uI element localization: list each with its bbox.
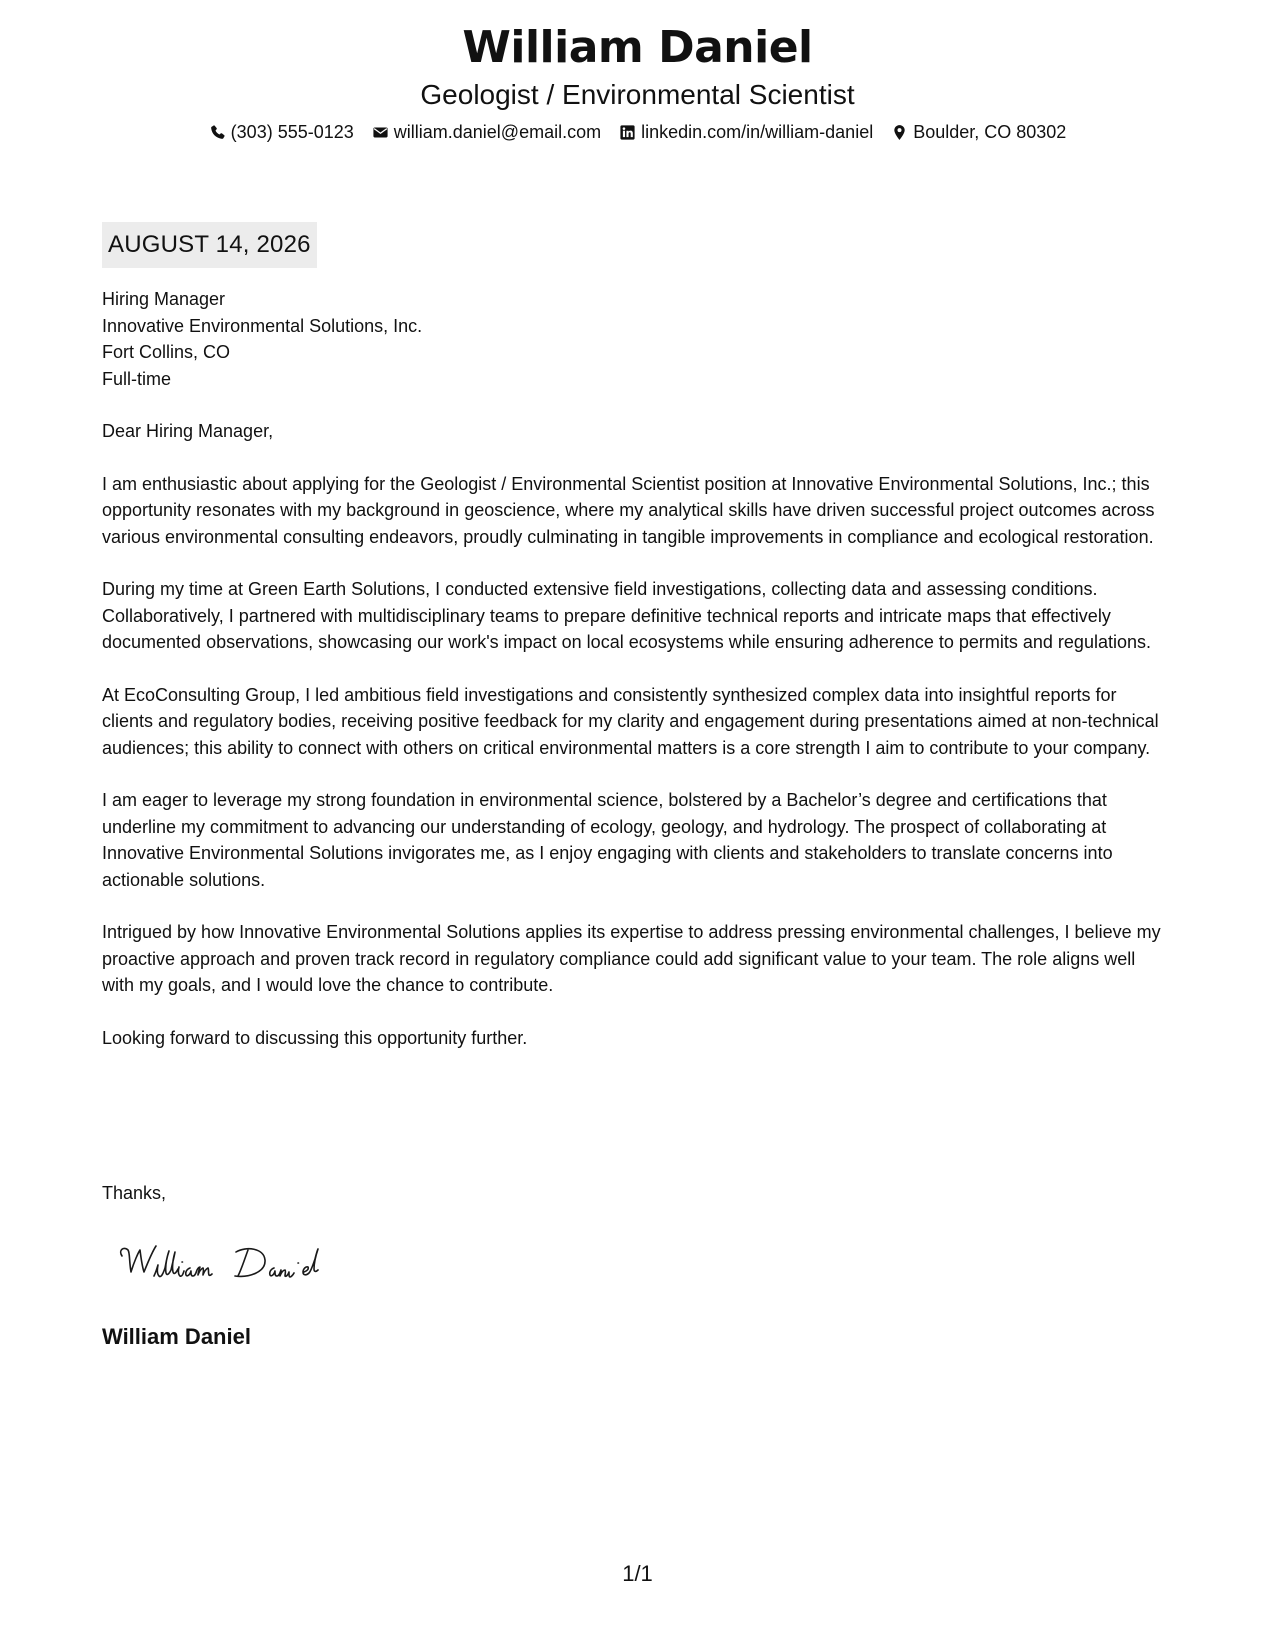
recipient-line: Full-time: [102, 368, 172, 389]
page-number: 1/1: [622, 1561, 653, 1586]
signoff: Thanks,: [102, 1183, 167, 1203]
closing-line: Looking forward to discussing this opportunity further.: [102, 1027, 528, 1048]
contact-email[interactable]: [372, 120, 601, 144]
body-paragraph: I am eager to leverage my strong foundation in environmental science, bolstered by a Bachelor’s degree and certifications that underline my commitment to advancing our understanding of ecology, geology, and hydrology. The prospect of collaborating at Innovative Environmental Solutions invigorates me, as I enjoy engaging with clients and stakeholders to translate concerns into actionable solutions.: [102, 790, 1113, 890]
contact-row: [0, 120, 1275, 144]
recipient-line: Fort Collins, CO: [102, 342, 231, 362]
recipient-line: Innovative Environmental Solutions, Inc.: [102, 315, 423, 336]
envelope-icon: [372, 124, 389, 141]
contact-email-text[interactable]: william.daniel@email.com: [393, 122, 602, 142]
body-paragraph: During my time at Green Earth Solutions, I conducted extensive field investigations, collecting data and assessing conditions. Collaboratively, I partnered with multidisciplinary teams to prepare definitive technical reports and intricate maps that effectively documented observations, showcasing our work's impact on local ecosystems while ensuring adherence to permits and regulations.: [102, 579, 1151, 652]
map-marker-icon: [891, 124, 908, 141]
phone-icon: [209, 124, 226, 141]
letter-date: AUGUST 14, 2026: [102, 222, 317, 268]
body-paragraph: I am enthusiastic about applying for the Geologist / Environmental Scientist position at Innovative Environmental Solutions, Inc.; this opportunity resonates with my background in geoscience, where my analytical skills have driven successful project outcomes across various environmental consulting endeavors, proudly culminating in tangible improvements in compliance and ecological restoration.: [102, 473, 1155, 547]
handwritten-signature: [108, 1236, 358, 1292]
recipient-block: [102, 286, 1172, 392]
signer-name: William Daniel: [102, 1324, 251, 1349]
body-paragraph: Intrigued by how Innovative Environmental Solutions applies its expertise to address pressing environmental challenges, I believe my proactive approach and proven track record in regulatory compliance could add significant value to your team. The role aligns well with my goals, and I would love the chance to contribute.: [102, 922, 1161, 995]
applicant-name: William Daniel: [462, 22, 813, 73]
body-paragraph: At EcoConsulting Group, I led ambitious field investigations and consistently synthesized complex data into insightful reports for clients and regulatory bodies, receiving positive feedback for my clarity and engagement during presentations aimed at non-technical audiences; this ability to connect with others on critical environmental matters is a core strength I aim to contribute to your company.: [102, 684, 1159, 758]
salutation: Dear Hiring Manager,: [102, 421, 274, 441]
recipient-line: Hiring Manager: [102, 289, 226, 309]
job-title: Geologist / Environmental Scientist: [420, 79, 855, 110]
linkedin-icon: [619, 124, 636, 141]
letter-body: [102, 286, 1172, 1051]
letter-header: [0, 20, 1275, 144]
contact-location-text: Boulder, CO 80302: [913, 122, 1067, 142]
contact-location: [891, 120, 1066, 144]
contact-linkedin-text[interactable]: linkedin.com/in/william-daniel: [641, 122, 874, 142]
contact-phone-text: (303) 555-0123: [230, 122, 354, 142]
contact-phone: [209, 120, 354, 144]
contact-linkedin[interactable]: [619, 120, 873, 144]
